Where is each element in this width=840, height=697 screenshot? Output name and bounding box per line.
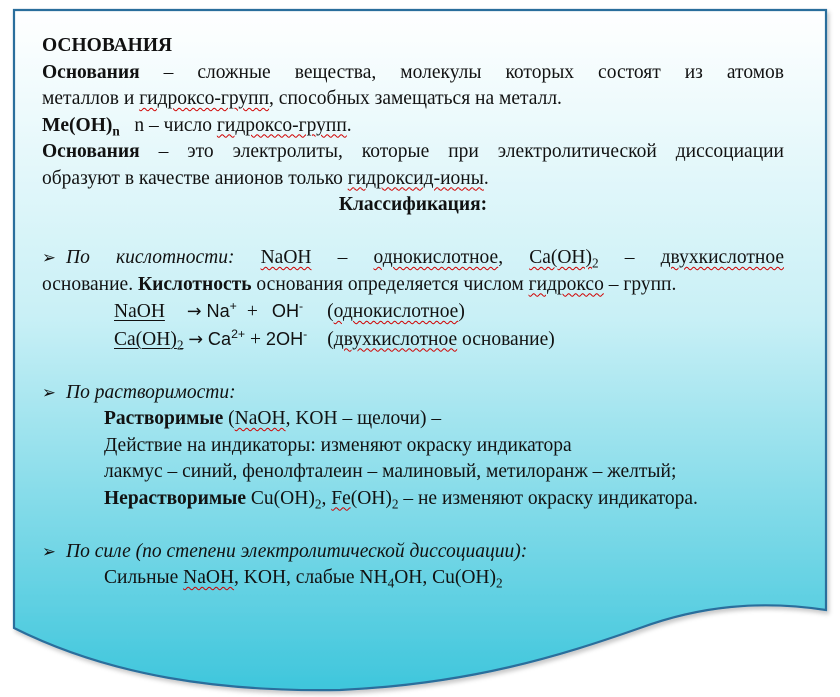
acidity-term: Кислотность [137,273,252,295]
definition-line-1 [42,60,784,87]
solubility-heading-line [42,380,784,407]
arrow-bullet-icon: ➢ [42,541,56,561]
general-formula: $Me(OH)_n$ [42,114,120,139]
arrow-bullet-icon: ➢ [42,248,56,267]
spacer [42,353,784,380]
arrow-bullet-icon: ➢ [42,382,56,402]
solubility-label: По растворимости: [66,381,236,403]
reaction-arrow-icon: → [188,329,204,350]
definition-line-2 [42,86,784,113]
spellcheck-word: гидроксид-ионы [347,167,484,189]
equation-caoh: $Ca(OH)_2 \to Ca^{2+} + 2OH^-$ (двухкислотное основание) [114,326,555,353]
indicator-line-2: лакмус – синий, фенолфталеин – малиновый, метилоранж – желтый; [104,461,677,482]
spellcheck-word: гидроксо-групп [139,88,270,109]
spacer [42,512,784,539]
soluble-line: Растворимые (NaOH, KOH – щелочи) – [104,408,442,429]
strength-examples-line: Сильные NaOH, KOH, слабые $NH_4OH$, $Cu(OH)_2$ [104,567,503,591]
heading-line [42,33,784,60]
electrolyte-line-2: образуют в качестве анионов только гидроксид-ионы. [42,167,489,189]
strength-label: По силе (по степени электролитической диссоциации): [66,540,528,562]
indicator-line-1: Действие на индикаторы: изменяют окраску индикатора [104,434,572,456]
page-title: ОСНОВАНИЯ [42,35,173,56]
classification-heading-line [42,192,784,219]
definition-term: Основания [42,61,140,83]
definition-text: – это электролиты, которые при электролитической диссоциации [139,141,784,162]
caoh-formula: $Ca(OH)_2$ [529,247,599,271]
formula-line: $Me(OH)_n$ n – число гидроксо-групп. [42,114,352,139]
acidity-label: По кислотности: [66,247,235,268]
definition-term: Основания [42,141,140,162]
insoluble-line: Нерастворимые $Cu(OH)_2$, $Fe(OH)_2$ – не изменяют окраску индикатора. [104,487,698,512]
definition-text: , способных замещаться на металл. [269,88,562,109]
reaction-arrow-icon: → [186,302,202,322]
acidity-line-2: основание. Кислотность основания определяется числом гидроксо – групп. [42,273,677,295]
document-content [42,33,784,592]
classification-heading: Классификация: [338,194,488,215]
spellcheck-word: гидроксо-групп [216,114,347,136]
acidity-line-1: ➢ По кислотности: NaOH – однокислотное, $Ca(OH)_2$ – двухкислотное [42,247,784,271]
electrolyte-line-1 [42,139,784,166]
spacer [42,219,784,246]
definition-text: металлов и [42,88,140,109]
strength-heading-line [42,539,784,566]
equation-naoh: NaOH → Na+ + OH- (однокислотное) [114,299,465,322]
formula-note: n – число [134,114,217,136]
definition-text: – сложные вещества, молекулы которых состоят из атомов [139,61,784,83]
